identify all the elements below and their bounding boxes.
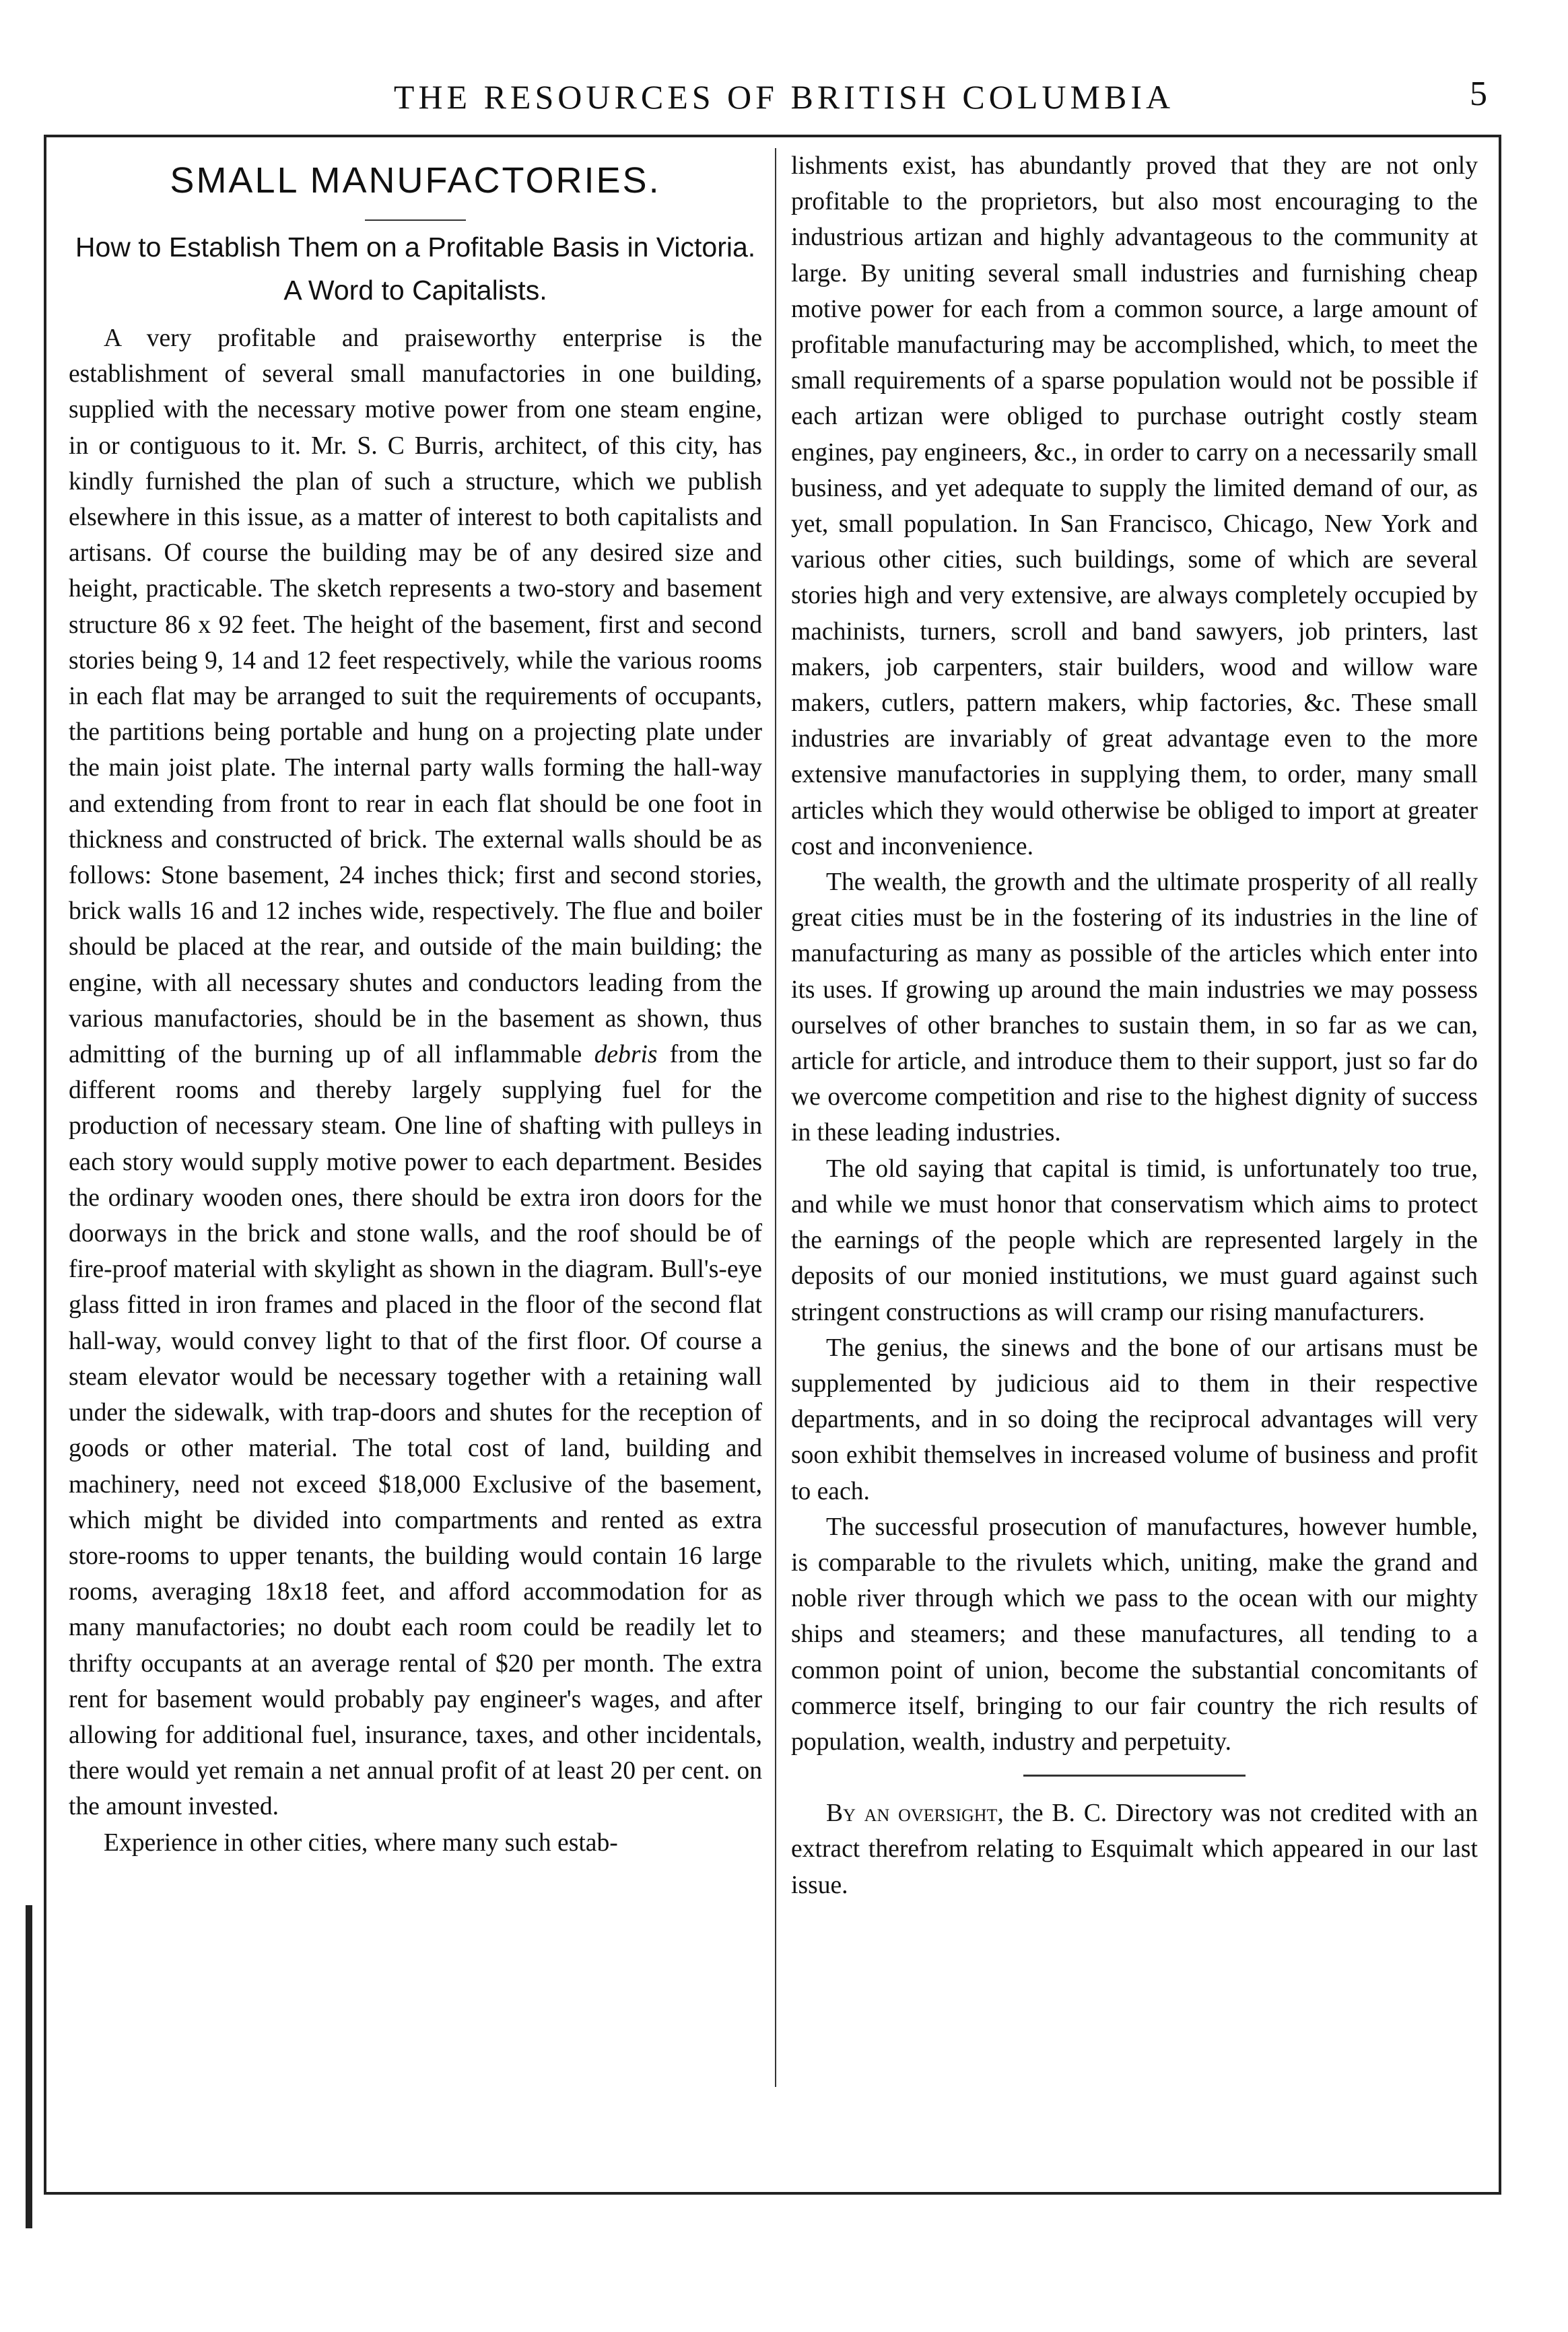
article-title: SMALL MANUFACTORIES. [170, 160, 661, 201]
right-column [791, 148, 1478, 1903]
notice-text: the B. C. Directory was not credited with an extract therefrom relating to Esquimalt which appeared in our last issue. [791, 1799, 1478, 1899]
section-rule [1023, 1775, 1246, 1777]
margin-rule [26, 1905, 32, 2228]
paragraph-4: The old saying that capital is timid, is unfortunately too true, and while we must honor that conservatism which aims to protect the earnings of the people which are represented largely in the deposits of our monied institutions, we must guard against such stringent constructions as will cramp our rising manufacturers. [791, 1155, 1478, 1326]
paragraph-3: The wealth, the growth and the ultimate prosperity of all really great cities must be in the fostering of its industries in the line of manufacturing as many as possible of the articles which enter into its uses. If growing up around the main industries we may possess ourselves of other branches to sustain them, in so far as we can, article for article, and introduce them to their support, just so far do we overcome competition and rise to the highest dignity of success in these leading industries. [791, 868, 1478, 1147]
notice [791, 1795, 1478, 1903]
notice-lead: By an oversight, [826, 1799, 1004, 1828]
paragraph-5: The genius, the sinews and the bone of our artisans must be supplemented by judicious aid to them in their respective departments, and in so doing the reciprocal advantages will very soon exhibit themselves in increased volume of business and profit to each. [791, 1334, 1478, 1505]
paragraph-1-italic: debris [594, 1041, 658, 1069]
left-column [69, 148, 762, 1861]
article-subtitle: How to Establish Them on a Profitable Basis in Victoria. [75, 232, 756, 263]
page-number: 5 [1470, 75, 1487, 113]
paragraph-1-text: A very profitable and praiseworthy enterprise is the establishment of several small manufactories in one building, supplied with the necessary motive power from one steam engine, in or contiguous to it. Mr. S. C Burris, architect, of this city, has kindly furnished the plan of such a structure, which we publish elsewhere in this issue, as a matter of interest to both capitalists and artisans. Of course the building may be of any desired size and height, practicable. The sketch represents a two-story and basement structure 86 x 92 feet. The height of the basement, first and second stories being 9, 14 and 12 feet respectively, while the various rooms in each flat may be arranged to suit the requirements of occupants, the partitions being portable and hung on a projecting plate under the main joist plate. The internal party walls forming the hall-way and extending from front to rear in each flat should be one foot in thickness and constructed of brick. The external walls should be as follows: Stone basement, 24 inches thick; first and second stories, brick walls 16 and 12 inches wide, respectively. The flue and boiler should be placed at the rear, and outside of the main building; the engine, with all necessary shutes and conductors leading from the various manufactories, should be in the basement as shown, thus admitting of the burning up of all inflammable [69, 324, 762, 1069]
running-head: THE RESOURCES OF BRITISH COLUMBIA [393, 78, 1175, 116]
title-rule [365, 219, 466, 221]
column-divider [775, 148, 776, 2087]
paragraph-6: The successful prosecution of manufactures, however humble, is comparable to the rivulets which, uniting, make the grand and noble river through which we pass to the ocean with our mighty ships and steamers; and these manufactures, all tending to a common point of union, become the substantial concomitants of commerce itself, bringing to our fair country the rich results of population, wealth, industry and perpetuity. [791, 1513, 1478, 1756]
paragraph-1-end: from the different rooms and thereby largely supplying fuel for the production of necessary steam. One line of shafting with pulleys in each story would supply motive power to each department. Besides the ordinary wooden ones, there should be extra iron doors for the doorways in the brick and stone walls, and the roof should be of fire-proof material with skylight as shown in the diagram. Bull's-eye glass fitted in iron frames and placed in the floor of the second flat hall-way, would convey light to that of the first floor. Of course a steam elevator would be necessary together with a retaining wall under the sidewalk, with trap-doors and shutes for the reception of goods or other material. The total cost of land, building and machinery, need not exceed $18,000 Exclusive of the basement, which might be divided into compartments and rented as extra store-rooms to upper tenants, the building would contain 16 large rooms, averaging 18x18 feet, and afford accommodation for as many manufactories; no doubt each room could be readily let to thrifty occupants at an average rental of $20 per month. The extra rent for basement would probably pay engineer's wages, and after allowing for additional fuel, insurance, taxes, and other incidentals, there would yet remain a net annual profit of at least 20 per cent. on the amount invested. [69, 1041, 762, 1821]
paragraph-1 [69, 320, 762, 1825]
article-subtitle-2: A Word to Capitalists. [283, 275, 547, 306]
paragraph-2-start: Experience in other cities, where many such estab- [104, 1828, 618, 1857]
paragraph-2-continued: lishments exist, has abundantly proved that they are not only profitable to the proprietors, but also most encouraging to the industrious artizan and highly advantageous to the community at large. By uniting several small industries and furnishing cheap motive power for each from a common source, a large amount of profitable manufacturing may be accomplished, which, to meet the small requirements of a sparse population would not be possible if each artizan were obliged to purchase outright costly steam engines, pay engineers, &c., in order to carry on a necessarily small business, and yet adequate to supply the limited demand of our, as yet, small population. In San Francisco, Chicago, New York and various other cities, such buildings, some of which are several stories high and very extensive, are always completely occupied by machinists, turners, scroll and band sawyers, job printers, last makers, job carpenters, stair builders, wood and willow ware makers, cutlers, pattern makers, whip factories, &c. These small industries are invariably of great advantage even to the more extensive manufactories in supplying them, to order, many small articles which they would otherwise be obliged to import at greater cost and inconvenience. [791, 152, 1478, 860]
